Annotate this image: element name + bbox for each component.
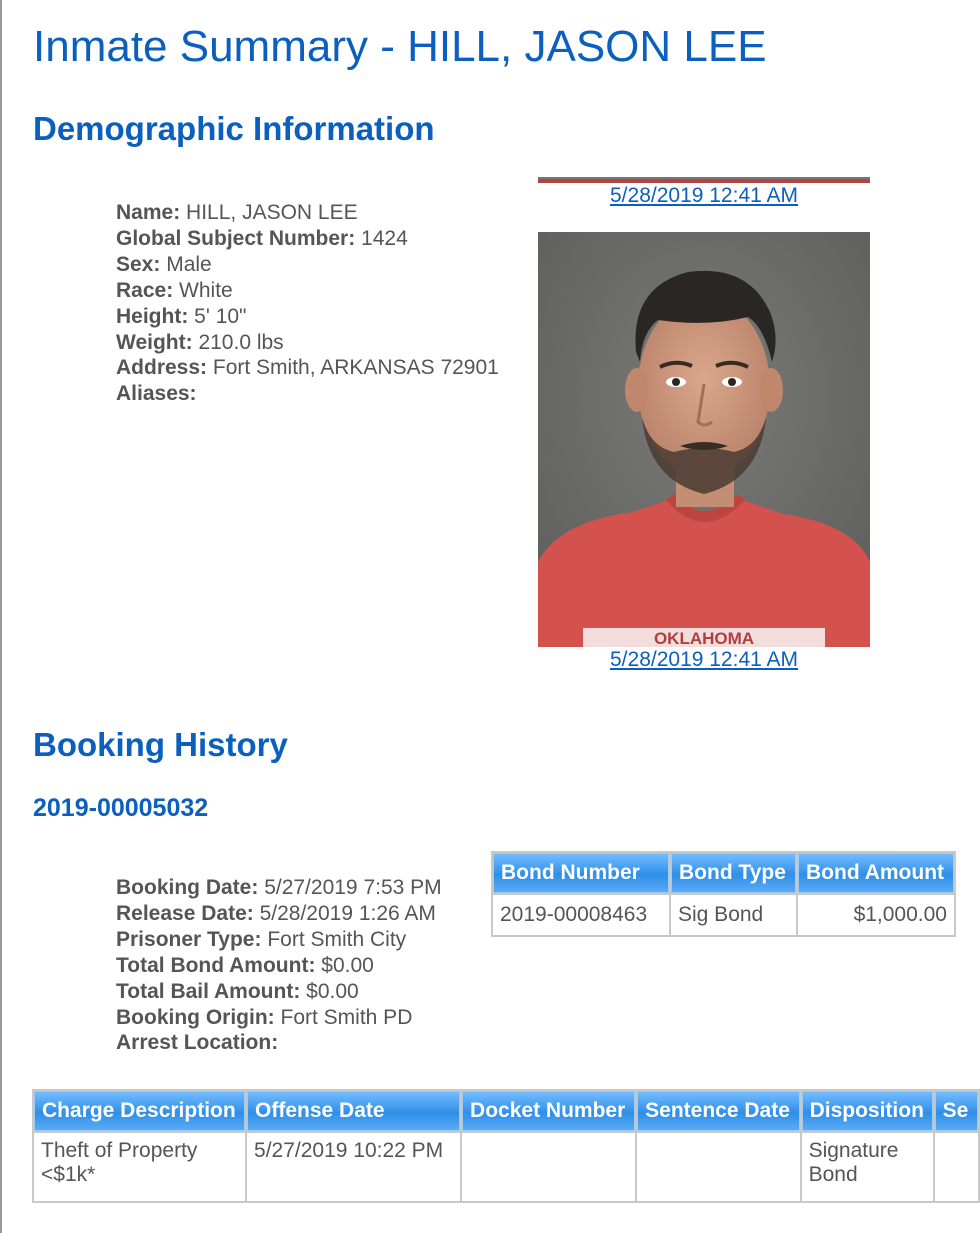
field-value: HILL, JASON LEE: [186, 201, 358, 224]
column-header-sentence-date[interactable]: Sentence Date: [637, 1091, 799, 1131]
booking-info: [116, 875, 442, 1056]
table-row: [493, 895, 954, 935]
field-booking-origin: [116, 1005, 442, 1031]
column-header-bond-type[interactable]: Bond Type: [671, 853, 796, 893]
field-label: Booking Date:: [116, 876, 259, 899]
charge-description-cell: [34, 1133, 245, 1201]
field-release-date: [116, 901, 442, 927]
field-label: Address:: [116, 356, 208, 380]
column-header-se[interactable]: Se: [935, 1091, 978, 1131]
left-border: [0, 0, 2, 1233]
disposition-line: Bond: [808, 1163, 858, 1186]
field-weight: [116, 330, 499, 356]
field-label: Total Bond Amount:: [116, 953, 316, 977]
field-aliases: [116, 381, 499, 407]
field-total-bail-amount: [116, 979, 442, 1005]
field-label: Race:: [116, 278, 174, 302]
mugshot-photo[interactable]: [538, 232, 870, 647]
field-label: Sex:: [116, 252, 161, 276]
field-value: Fort Smith PD: [280, 1005, 413, 1029]
field-label: Prisoner Type:: [116, 927, 262, 951]
se-cell: [935, 1133, 978, 1201]
charge-description-line: <$1k*: [41, 1163, 96, 1186]
field-label: Total Bail Amount:: [116, 979, 301, 1003]
table-header-row: [34, 1091, 978, 1131]
table-row: [34, 1133, 978, 1201]
bond-table: [491, 851, 956, 937]
column-header-disposition[interactable]: Disposition: [802, 1091, 933, 1131]
photo-date-link-top[interactable]: 5/28/2019 12:41 AM: [610, 184, 798, 207]
field-label: Name:: [116, 201, 181, 224]
field-race: [116, 278, 499, 304]
column-header-charge-description[interactable]: Charge Description: [34, 1091, 245, 1131]
field-value: 5/28/2019 1:26 AM: [259, 901, 436, 925]
field-value: Fort Smith City: [267, 927, 407, 951]
field-label: Release Date:: [116, 901, 254, 925]
disposition-cell: [802, 1133, 933, 1201]
field-name: [116, 200, 499, 226]
shirt-lettering: OKLAHOMA: [653, 629, 755, 647]
field-total-bond-amount: [116, 953, 442, 979]
previous-photo-edge: [538, 177, 870, 183]
field-sex: [116, 252, 499, 278]
charge-description-line: Theft of Property: [41, 1139, 198, 1162]
booking-number: 2019-00005032: [33, 794, 209, 822]
docket-number-cell: [462, 1133, 635, 1201]
bond-amount-cell: $1,000.00: [798, 895, 954, 935]
offense-date-cell: 5/27/2019 10:22 PM: [247, 1133, 460, 1201]
field-value: White: [179, 278, 233, 302]
column-header-offense-date[interactable]: Offense Date: [247, 1091, 460, 1131]
field-label: Arrest Location:: [116, 1031, 279, 1055]
field-value: 5/27/2019 7:53 PM: [264, 876, 442, 899]
table-header-row: [493, 853, 954, 893]
field-label: Global Subject Number:: [116, 226, 356, 250]
field-address: [116, 355, 499, 381]
disposition-line: Signature: [808, 1139, 899, 1162]
field-value: 210.0 lbs: [198, 330, 284, 354]
field-label: Aliases:: [116, 382, 197, 406]
bond-type-cell: Sig Bond: [671, 895, 796, 935]
booking-history-heading: Booking History: [33, 726, 288, 763]
demographic-heading: Demographic Information: [33, 110, 435, 147]
field-value: 5' 10": [194, 304, 247, 328]
demographic-info: [116, 200, 499, 407]
field-height: [116, 304, 499, 330]
field-label: Height:: [116, 304, 189, 328]
field-value: $0.00: [321, 953, 374, 977]
photo-date-link-bottom[interactable]: 5/28/2019 12:41 AM: [610, 648, 798, 671]
field-arrest-location: [116, 1030, 442, 1056]
field-global-subject-number: [116, 226, 499, 252]
field-booking-date: [116, 875, 442, 901]
bond-number-cell: 2019-00008463: [493, 895, 669, 935]
field-value: Fort Smith, ARKANSAS 72901: [212, 356, 499, 380]
column-header-bond-number[interactable]: Bond Number: [493, 853, 669, 893]
sentence-date-cell: [637, 1133, 799, 1201]
field-label: Weight:: [116, 330, 193, 354]
field-value: 1424: [361, 226, 408, 250]
field-value: $0.00: [306, 979, 359, 1003]
charges-table: [32, 1089, 980, 1203]
field-prisoner-type: [116, 927, 442, 953]
page-title: Inmate Summary - HILL, JASON LEE: [33, 22, 767, 71]
field-value: Male: [166, 252, 212, 276]
field-label: Booking Origin:: [116, 1005, 275, 1029]
column-header-bond-amount[interactable]: Bond Amount: [798, 853, 954, 893]
column-header-docket-number[interactable]: Docket Number: [462, 1091, 635, 1131]
